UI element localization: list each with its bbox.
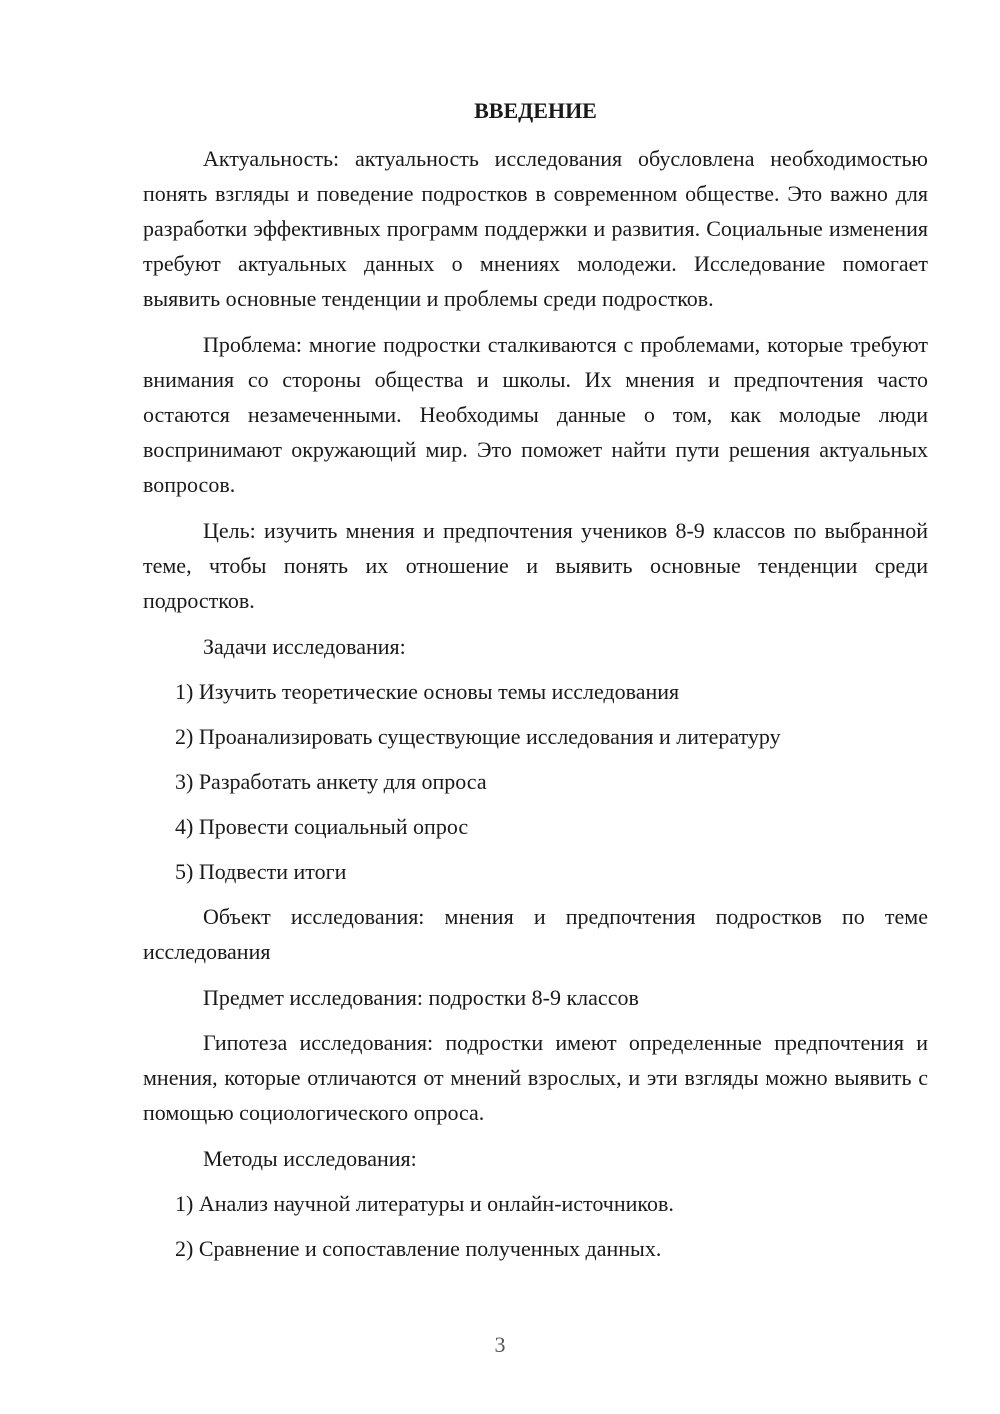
list-item: 2) Сравнение и сопоставление полученных данных.: [175, 1236, 662, 1261]
tasks-heading: Задачи исследования:: [203, 634, 406, 659]
list-item: 3) Разработать анкету для опроса: [175, 769, 487, 794]
object-paragraph: Объект исследования: мнения и предпочтения подростков по теме исследования: [143, 904, 928, 964]
document-page: [143, 94, 928, 1276]
list-item: 5) Подвести итоги: [175, 859, 347, 884]
list-item: 4) Провести социальный опрос: [175, 814, 469, 839]
page-number: 3: [494, 1332, 506, 1357]
methods-list: [143, 1186, 928, 1266]
page-title: ВВЕДЕНИЕ: [474, 98, 597, 123]
tasks-list: [143, 674, 928, 889]
goal-paragraph: Цель: изучить мнения и предпочтения учеников 8-9 классов по выбранной теме, чтобы понять их отношение и выявить основные тенденции среди подростков.: [143, 518, 928, 613]
list-item: 1) Анализ научной литературы и онлайн-источников.: [175, 1191, 674, 1216]
list-item: 2) Проанализировать существующие исследования и литературу: [175, 724, 781, 749]
methods-heading: Методы исследования:: [203, 1146, 417, 1171]
relevance-paragraph: Актуальность: актуальность исследования обусловлена необходимостью понять взгляды и поведение подростков в современном обществе. Это важно для разработки эффективных программ поддержки и развития. Социальные изменения требуют актуальных данных о мнениях молодежи. Исследование помогает выявить основные тенденции и проблемы среди подростков.: [143, 146, 928, 311]
problem-paragraph: Проблема: многие подростки сталкиваются с проблемами, которые требуют внимания со стороны общества и школы. Их мнения и предпочтения часто остаются незамеченными. Необходимы данные о том, как молодые люди воспринимают окружающий мир. Это поможет найти пути решения актуальных вопросов.: [143, 332, 928, 497]
subject-paragraph: Предмет исследования: подростки 8-9 классов: [203, 985, 639, 1010]
hypothesis-paragraph: Гипотеза исследования: подростки имеют определенные предпочтения и мнения, которые отличаются от мнений взрослых, и эти взгляды можно выявить с помощью социологического опроса.: [143, 1030, 928, 1125]
list-item: 1) Изучить теоретические основы темы исследования: [175, 679, 680, 704]
